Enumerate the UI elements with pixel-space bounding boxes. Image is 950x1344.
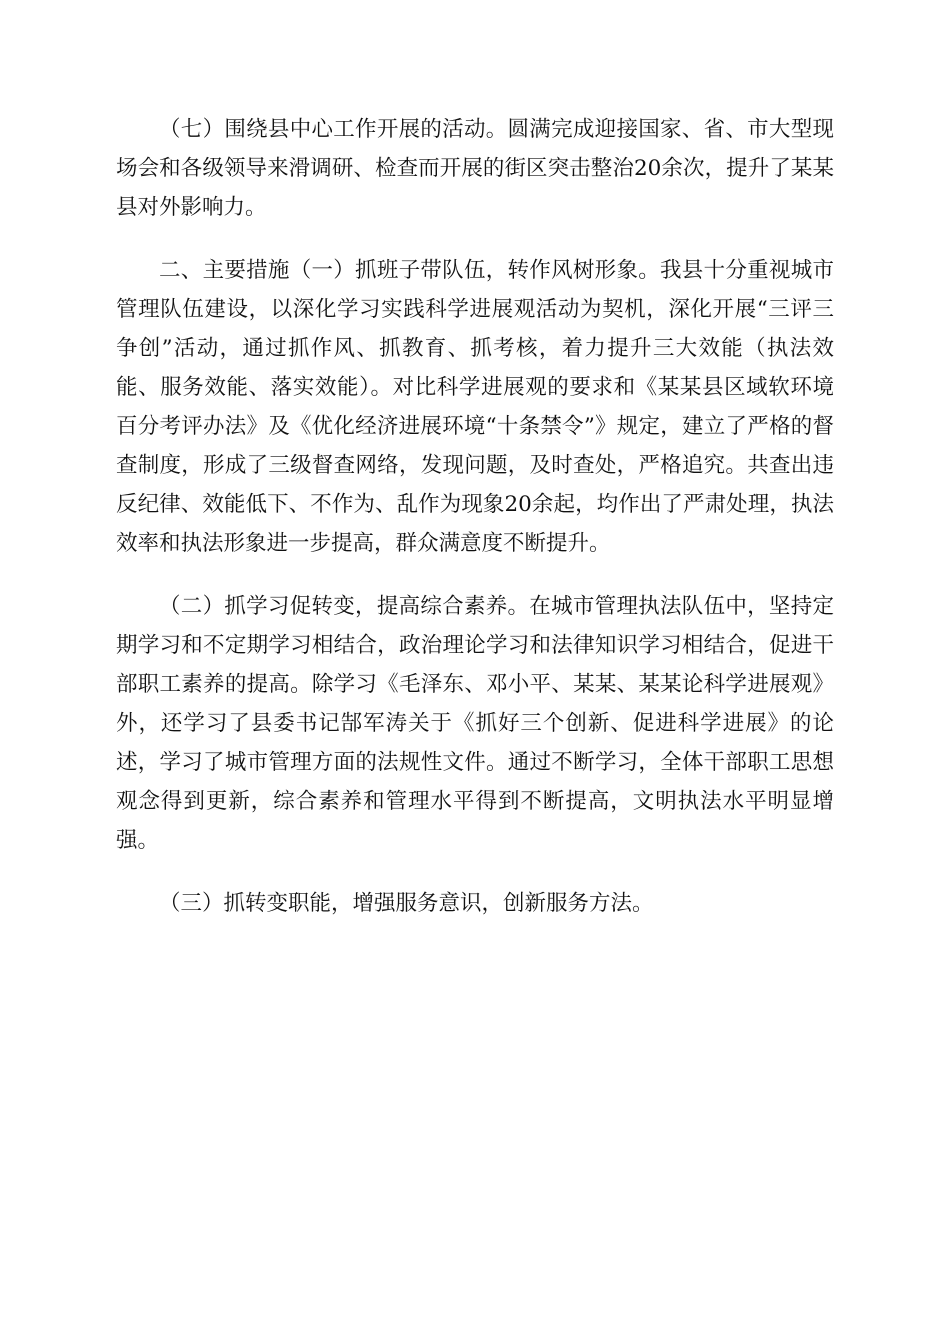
paragraph-section-7: （七）围绕县中心工作开展的活动。圆满完成迎接国家、省、市大型现场会和各级领导来滑调研、检查而开展的街区突击整治20余次，提升了某某县对外影响力。 (116, 117, 834, 220)
document-body (116, 110, 834, 947)
paragraph-main-measures: 二、主要措施（一）抓班子带队伍，转作风树形象。我县十分重视城市管理队伍建设，以深化学习实践科学进展观活动为契机，深化开展“三评三争创”活动，通过抓作风、抓教育、抓考核，着力提升三大效能（执法效能、服务效能、落实效能）。对比科学进展观的要求和《某某县区域软环境百分考评办法》及《优化经济进展环境“十条禁令”》规定，建立了严格的督查制度，形成了三级督查网络，发现问题，及时查处，严格追究。共查出违反纪律、效能低下、不作为、乱作为现象20余起，均作出了严肃处理，执法效率和执法形象进一步提高，群众满意度不断提升。 (116, 258, 834, 556)
paragraph-study-promotion: （二）抓学习促转变，提高综合素养。在城市管理执法队伍中，坚持定期学习和不定期学习相结合，政治理论学习和法律知识学习相结合，促进干部职工素养的提高。除学习《毛泽东、邓小平、某某、某某论科学进展观》外，还学习了县委书记郜军涛关于《抓好三个创新、促进科学进展》的论述，学习了城市管理方面的法规性文件。通过不断学习，全体干部职工思想观念得到更新，综合素养和管理水平得到不断提高，文明执法水平明显增强。 (116, 594, 834, 853)
paragraph-service-transformation: （三）抓转变职能，增强服务意识，创新服务方法。 (159, 891, 654, 916)
